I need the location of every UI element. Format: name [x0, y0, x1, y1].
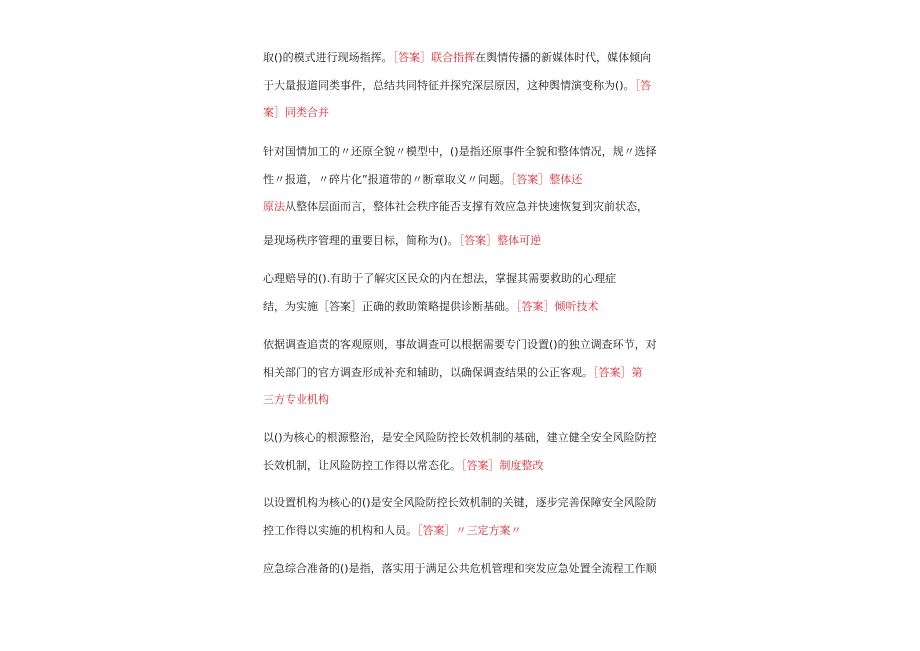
question-text: 长效机制，让风险防控工作得以常态化。 — [263, 459, 461, 472]
answer-text: 案］同类合并 — [263, 106, 329, 119]
text-line — [263, 562, 663, 576]
question-text: 于大量报道同类事件，总结共同特征并探究深层原因，这种舆情演变称为()。 — [263, 79, 635, 92]
question-text: 从整体层面而言，整体社会秩序能否支撑有效应急并快速恢复到灾前状态， — [285, 200, 648, 213]
answer-text: 原法 — [263, 200, 285, 213]
text-line — [263, 338, 663, 352]
text-line — [263, 496, 663, 510]
question-text: 以设置机构为核心的()是安全风险防控长效机制的关键，逐步完善保障安全风险防 — [263, 496, 657, 509]
question-text: 依据调查追责的客观原则，事故调查可以根据需要专门设置()的独立调查环节，对 — [263, 338, 657, 351]
question-text: 在舆情传播的新媒体时代，媒体倾向 — [475, 51, 652, 64]
question-text: 是现场秩序管理的重要目标，简称为()。 — [263, 234, 459, 247]
text-line — [263, 459, 663, 473]
answer-text: ［答 — [634, 79, 652, 92]
text-line — [263, 366, 663, 380]
text-line — [263, 431, 663, 445]
question-text: 相关部门的官方调查形成补充和辅助，以确保调查结果的公正客观。 — [263, 366, 593, 379]
question-text: 控工作得以实施的机构和人员。 — [263, 524, 417, 537]
text-line — [263, 524, 663, 538]
answer-text: ［答案］联合指挥 — [392, 51, 476, 64]
question-text: 应急综合准备的()是指，落实用于满足公共危机管理和突发应急处置全流程工作顺 — [263, 562, 657, 575]
text-line — [263, 106, 663, 120]
answer-text: ［答案］〃三定方案〃 — [417, 524, 522, 537]
question-text: 针对国情加工的〃还原全貌〃模型中，()是指还原事件全貌和整体情况，规〃选择 — [263, 145, 657, 158]
answer-text: ［答案］制度整改 — [461, 459, 544, 472]
question-text: 性〃报道，〃碎片化”报道带的〃断章取义〃问题。 — [263, 173, 511, 186]
text-line — [263, 200, 663, 214]
answer-text: ［答案］整体可逆 — [458, 234, 542, 247]
text-line — [263, 173, 663, 187]
question-text: 以()为核心的根源整治，是安全风险防控长效机制的基础，建立健全安全风险防控 — [263, 431, 657, 444]
answer-text: 三方专业机构 — [263, 393, 329, 406]
text-line — [263, 300, 663, 314]
text-line — [263, 234, 663, 248]
text-line — [263, 145, 663, 159]
text-line — [263, 51, 663, 65]
question-text: 取()的模式进行现场指挥。 — [263, 51, 393, 64]
text-line — [263, 272, 663, 286]
answer-text: ［答案］第 — [593, 366, 643, 379]
text-line — [263, 79, 663, 93]
question-text: 心理赔导的().有助于了解灾区民众的内在想法，掌握其需要救助的心理症 — [263, 272, 617, 285]
answer-text: ［答案］倾听技术 — [516, 300, 599, 313]
answer-text: ［答案］整体还 — [510, 173, 583, 186]
text-line — [263, 393, 663, 407]
question-text: 结，为实施［答案］正确的救助策略提供诊断基础。 — [263, 300, 516, 313]
